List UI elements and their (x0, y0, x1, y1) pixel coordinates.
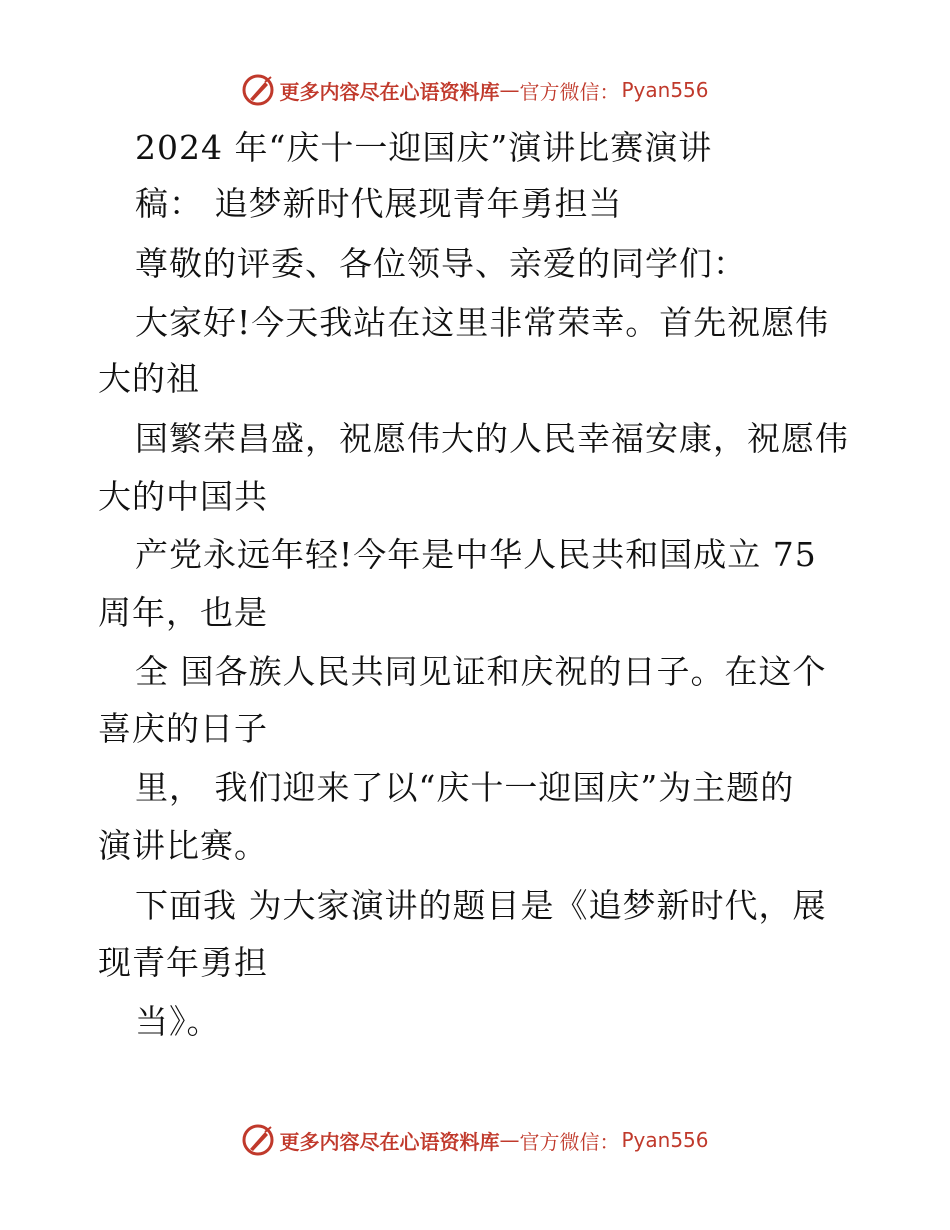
banner-main-text: 更多内容尽在心语资料库 (279, 1129, 500, 1154)
banner-separator: — (499, 78, 520, 102)
text-line: 喜庆的日子 (98, 709, 268, 748)
text-line: 周年，也是 (98, 593, 268, 632)
text-line: 大家好!今天我站在这里非常荣幸。首先祝愿伟 (135, 303, 830, 342)
text-line: 2024 年“庆十一迎国庆”演讲比赛演讲 (135, 128, 713, 167)
banner-colon: ： (599, 1129, 620, 1154)
text-line: 里， 我们迎来了以“庆十一迎国庆”为主题的 (135, 768, 795, 807)
text-line: 全 国各族人民共同见证和庆祝的日子。在这个 (135, 652, 827, 691)
text-line: 下面我 为大家演讲的题目是《追梦新时代，展 (135, 886, 827, 925)
banner-separator: — (499, 1128, 520, 1152)
quill-pen-logo-icon (241, 73, 275, 107)
text-line: 大的祖 (98, 359, 200, 398)
text-line: 现青年勇担 (98, 943, 268, 982)
text-line: 大的中国共 (98, 477, 268, 516)
footer-banner (0, 1120, 950, 1160)
text-line: 当》。 (135, 1002, 221, 1041)
text-line: 演讲比赛。 (98, 826, 268, 865)
quill-pen-logo-icon (241, 1123, 275, 1157)
text-line: 国繁荣昌盛，祝愿伟大的人民幸福安康，祝愿伟 (135, 419, 849, 458)
header-banner (0, 70, 950, 110)
banner-colon: ： (599, 79, 620, 104)
text-line: 尊敬的评委、各位领导、亲爱的同学们： (135, 244, 747, 283)
banner-wechat-id: Pyan556 (621, 1128, 709, 1152)
banner-wechat-label: 官方微信 (519, 79, 600, 104)
text-line: 稿： 追梦新时代展现青年勇担当 (135, 184, 623, 223)
banner-main-text: 更多内容尽在心语资料库 (279, 79, 500, 104)
banner-wechat-id: Pyan556 (621, 78, 709, 102)
banner-wechat-label: 官方微信 (519, 1129, 600, 1154)
text-line: 产党永远年轻!今年是中华人民共和国成立 75 (135, 535, 817, 574)
